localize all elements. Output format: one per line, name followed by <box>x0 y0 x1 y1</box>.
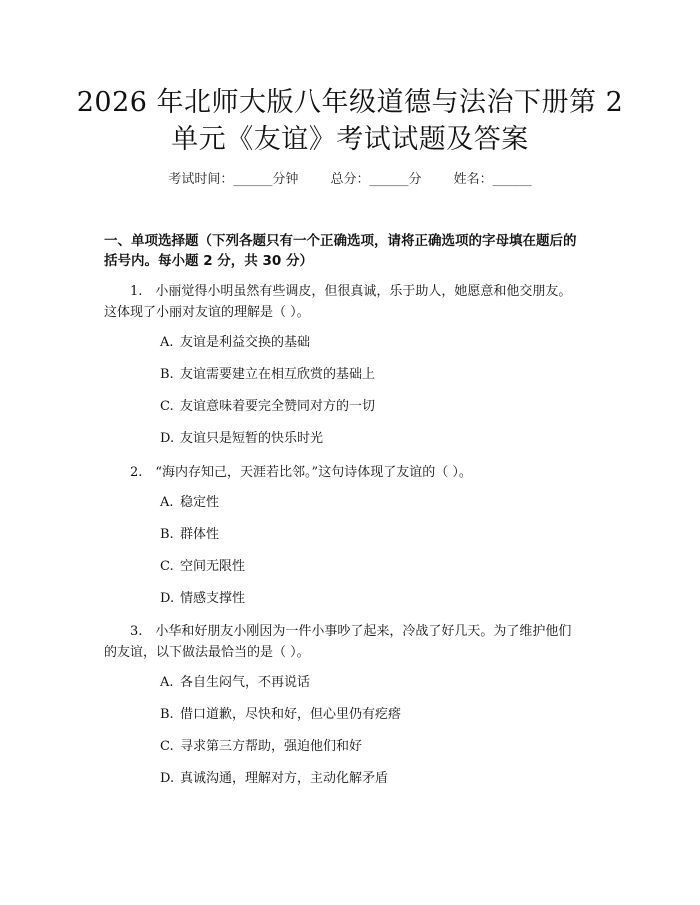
option-text: 友谊需要建立在相互欣赏的基础上 <box>180 367 376 382</box>
question-1-option-a <box>160 333 310 353</box>
option-text: 友谊是利益交换的基础 <box>180 335 311 350</box>
option-letter: B. <box>160 527 174 542</box>
question-2-option-c <box>160 557 245 577</box>
option-letter: A. <box>160 335 174 350</box>
option-text: 借口道歉，尽快和好，但心里仍有疙瘩 <box>180 707 402 722</box>
section-heading-line2: 括号内。每小题 2 分，共 30 分） <box>104 253 313 269</box>
option-letter: C. <box>160 399 174 414</box>
section-heading-line1: 一、单项选择题（下列各题只有一个正确选项，请将正确选项的字母填在题后的 <box>104 233 577 249</box>
option-text: 友谊只是短暂的快乐时光 <box>180 431 324 446</box>
question-2-option-b <box>160 525 219 545</box>
question-1-option-d <box>160 429 323 449</box>
option-text: 空间无限性 <box>180 559 246 574</box>
question-3-option-b <box>160 705 401 725</box>
exam-time-field: 考试时间：______分钟 <box>168 172 299 187</box>
question-1-line2: 这体现了小丽对友谊的理解是（ ）。 <box>104 305 310 320</box>
question-2-option-a <box>160 493 219 513</box>
option-letter: B. <box>160 707 174 722</box>
page-title-line1: 2026 年北师大版八年级道德与法治下册第 2 <box>76 87 624 118</box>
question-3-line1: 3. 小华和好朋友小刚因为一件小事吵了起来，冷战了好几天。为了维护他们 <box>130 624 572 639</box>
question-2-line1: 2. “海内存知己，天涯若比邻。”这句诗体现了友谊的（ ）。 <box>130 465 472 480</box>
option-letter: D. <box>160 771 175 786</box>
student-name-field: 姓名：______ <box>453 172 532 187</box>
option-text: 群体性 <box>180 527 220 542</box>
option-text: 寻求第三方帮助，强迫他们和好 <box>180 739 363 754</box>
question-3-line2: 的友谊，以下做法最恰当的是（ ）。 <box>104 645 310 660</box>
option-text: 情感支撑性 <box>180 591 246 606</box>
option-letter: B. <box>160 367 174 382</box>
option-letter: D. <box>160 431 175 446</box>
question-1-option-b <box>160 365 375 385</box>
option-text: 友谊意味着要完全赞同对方的一切 <box>180 399 376 414</box>
option-letter: C. <box>160 559 174 574</box>
question-3-option-c <box>160 737 362 757</box>
question-3-option-d <box>160 769 388 789</box>
option-text: 真诚沟通，理解对方，主动化解矛盾 <box>180 771 389 786</box>
option-letter: D. <box>160 591 175 606</box>
page-title-line2: 单元《友谊》考试试题及答案 <box>171 124 529 155</box>
question-1-option-c <box>160 397 375 417</box>
question-3-option-a <box>160 673 310 693</box>
option-text: 各自生闷气，不再说话 <box>180 675 311 690</box>
question-1-line1: 1. 小丽觉得小明虽然有些调皮，但很真诚，乐于助人，她愿意和他交朋友。 <box>130 284 572 299</box>
total-score-field: 总分：______分 <box>330 172 422 187</box>
exam-meta <box>0 168 700 187</box>
option-text: 稳定性 <box>180 495 220 510</box>
option-letter: A. <box>160 675 174 690</box>
option-letter: A. <box>160 495 174 510</box>
question-2-option-d <box>160 589 245 609</box>
option-letter: C. <box>160 739 174 754</box>
